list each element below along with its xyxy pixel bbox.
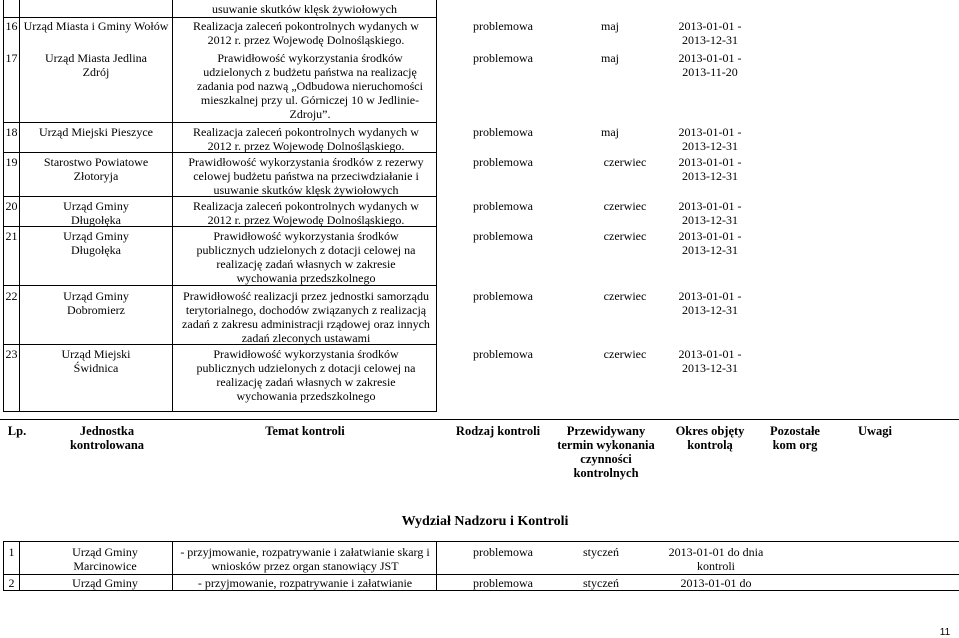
row-23-lp: 23 bbox=[5, 347, 18, 361]
bottom-row-2-lp: 2 bbox=[8, 576, 15, 590]
header-other: Pozostałe kom org bbox=[770, 424, 820, 452]
bottom-row-2-topic: - przyjmowanie, rozpatrywanie i załatwianie bbox=[197, 576, 413, 590]
header-topic: Temat kontroli bbox=[265, 424, 345, 438]
row-23-unit: Urząd Miejski Świdnica bbox=[61, 347, 131, 375]
row-20-unit: Urząd Gminy Długołęka bbox=[63, 199, 129, 227]
row-16-lp: 16 bbox=[5, 19, 18, 33]
section-title: Wydział Nadzoru i Kontroli bbox=[401, 514, 569, 529]
row-22-month: czerwiec bbox=[603, 289, 647, 303]
row-21-lp: 21 bbox=[5, 229, 18, 243]
row-23-topic: Prawidłowość wykorzystania środków publicznych udzielonych z dotacji celowej na realizację zadań własnych w zakresie wychowania przedszkolnego bbox=[196, 347, 416, 403]
bottom-row-2-period: 2013-01-01 do bbox=[680, 576, 752, 590]
row-18-type: problemowa bbox=[473, 125, 533, 139]
row-23-month: czerwiec bbox=[603, 347, 647, 361]
row-22-topic: Prawidłowość realizacji przez jednostki samorządu terytorialnego, dochodów związanych z realizacją zadań z zakresu administracji rządowej oraz innych zadań zleconych ustawami bbox=[182, 289, 430, 345]
row-18-topic: Realizacja zaleceń pokontrolnych wydanych w 2012 r. przez Wojewodę Dolnośląskiego. bbox=[193, 125, 419, 153]
row-20-period: 2013-01-01 - 2013-12-31 bbox=[678, 199, 742, 227]
row-21-unit: Urząd Gminy Długołęka bbox=[63, 229, 129, 257]
bottom-row-1-lp: 1 bbox=[8, 545, 15, 559]
row-19-type: problemowa bbox=[473, 155, 533, 169]
row-22-unit: Urząd Gminy Dobromierz bbox=[63, 289, 129, 317]
row-21-period: 2013-01-01 - 2013-12-31 bbox=[678, 229, 742, 257]
row-18-unit: Urząd Miejski Pieszyce bbox=[39, 125, 153, 139]
row-17-period: 2013-01-01 - 2013-11-20 bbox=[678, 51, 742, 79]
header-term: Przewidywany termin wykonania czynności kontrolnych bbox=[557, 424, 655, 480]
row-17-unit: Urząd Miasta Jedlina Zdrój bbox=[45, 51, 147, 79]
bottom-row-1-unit: Urząd Gminy Marcinowice bbox=[72, 545, 138, 573]
row-20-topic: Realizacja zaleceń pokontrolnych wydanych w 2012 r. przez Wojewodę Dolnośląskiego. bbox=[193, 199, 419, 227]
row-19-topic: Prawidłowość wykorzystania środków z rezerwy celowej budżetu państwa na przeciwdziałanie i usuwanie skutków klęsk żywiołowych bbox=[188, 155, 424, 197]
row-16-month: maj bbox=[601, 19, 619, 33]
row-19-period: 2013-01-01 - 2013-12-31 bbox=[678, 155, 742, 183]
bottom-row-2-month: styczeń bbox=[583, 576, 619, 590]
row-22-lp: 22 bbox=[5, 289, 18, 303]
row-22-period: 2013-01-01 - 2013-12-31 bbox=[678, 289, 742, 317]
header-lp: Lp. bbox=[7, 424, 27, 438]
row-19-month: czerwiec bbox=[603, 155, 647, 169]
row-17-lp: 17 bbox=[5, 51, 18, 65]
row-17-month: maj bbox=[601, 51, 619, 65]
row-18-month: maj bbox=[601, 125, 619, 139]
bottom-row-1-month: styczeń bbox=[583, 545, 619, 559]
topic-fragment: usuwanie skutków klęsk żywiołowych bbox=[212, 2, 397, 16]
row-21-topic: Prawidłowość wykorzystania środków publicznych udzielonych z dotacji celowej na realizację zadań własnych w zakresie wychowania przedszkolnego bbox=[196, 229, 416, 285]
row-21-type: problemowa bbox=[473, 229, 533, 243]
bottom-row-1-type: problemowa bbox=[473, 545, 533, 559]
row-22-type: problemowa bbox=[473, 289, 533, 303]
row-18-period: 2013-01-01 - 2013-12-31 bbox=[678, 125, 742, 153]
row-16-unit: Urząd Miasta i Gminy Wołów bbox=[23, 19, 169, 33]
header-period: Okres objęty kontrolą bbox=[675, 424, 745, 452]
row-16-topic: Realizacja zaleceń pokontrolnych wydanych w 2012 r. przez Wojewodę Dolnośląskiego. bbox=[193, 19, 419, 47]
header-notes: Uwagi bbox=[857, 424, 893, 438]
row-20-month: czerwiec bbox=[603, 199, 647, 213]
header-unit: Jednostka kontrolowana bbox=[69, 424, 145, 452]
row-19-lp: 19 bbox=[5, 155, 18, 169]
row-16-type: problemowa bbox=[473, 19, 533, 33]
bottom-row-1-topic: - przyjmowanie, rozpatrywanie i załatwianie skarg i wniosków przez organ stanowiący JST bbox=[180, 545, 430, 573]
page-number: 11 bbox=[939, 627, 951, 638]
header-type: Rodzaj kontroli bbox=[455, 424, 541, 438]
row-21-month: czerwiec bbox=[603, 229, 647, 243]
row-19-unit: Starostwo Powiatowe Złotoryja bbox=[43, 155, 149, 183]
bottom-row-2-unit: Urząd Gminy bbox=[72, 576, 138, 590]
row-17-topic: Prawidłowość wykorzystania środków udzielonych z budżetu państwa na realizację zadania pod nazwą „Odbudowa nieruchomości mieszkalnej przy ul. Górniczej 10 w Jedlinie-Zdroju”. bbox=[197, 51, 423, 121]
row-18-lp: 18 bbox=[5, 125, 18, 139]
row-20-lp: 20 bbox=[5, 199, 18, 213]
bottom-row-2-type: problemowa bbox=[473, 576, 533, 590]
row-23-period: 2013-01-01 - 2013-12-31 bbox=[678, 347, 742, 375]
row-17-type: problemowa bbox=[473, 51, 533, 65]
row-16-period: 2013-01-01 - 2013-12-31 bbox=[678, 19, 742, 47]
bottom-row-1-period: 2013-01-01 do dnia kontroli bbox=[668, 545, 764, 573]
row-20-type: problemowa bbox=[473, 199, 533, 213]
row-23-type: problemowa bbox=[473, 347, 533, 361]
